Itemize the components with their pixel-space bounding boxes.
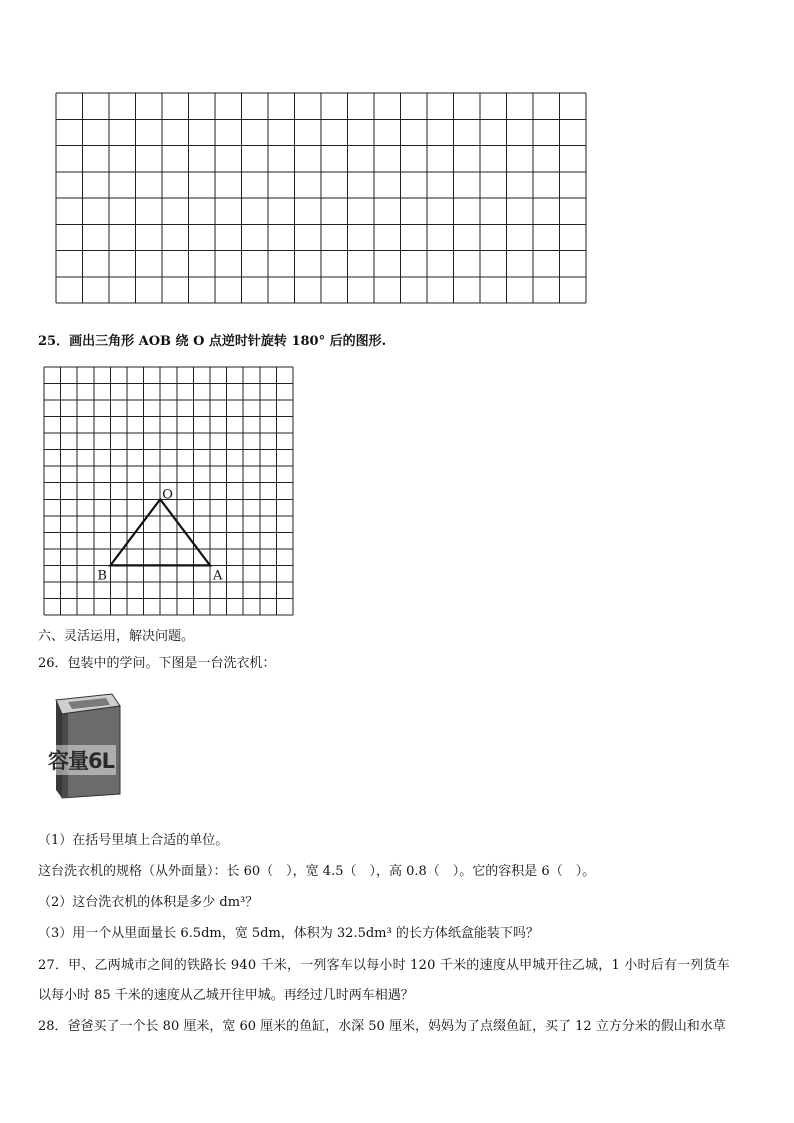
section-heading: 六、灵活运用，解决问题。 (38, 629, 195, 644)
question-25-text: 25．画出三角形 AOB 绕 O 点逆时针旋转 180° 后的图形. (38, 334, 387, 349)
rotation-grid (44, 367, 296, 617)
drawing-grid-top (56, 93, 588, 305)
point-a-label: A (213, 568, 223, 584)
question-26-part-1: （1）在括号里填上合适的单位。 (38, 833, 229, 848)
question-26-title: 26．包装中的学问。下图是一台洗衣机： (38, 656, 276, 671)
question-27-line-2: 以每小时 85 千米的速度从乙城开往甲城。再经过几时两车相遇？ (38, 988, 414, 1003)
capacity-label: 容量6L (46, 745, 116, 775)
question-28-line-1: 28．爸爸买了一个长 80 厘米，宽 60 厘米的鱼缸，水深 50 厘米，妈妈为了点缀鱼缸，买了 12 立方分米的假山和水草 (38, 1019, 726, 1034)
question-26-spec: 这台洗衣机的规格（从外面量）：长 60（ ），宽 4.5（ ），高 0.8（ ）。它的容积是 6（ ）。 (38, 864, 596, 879)
question-27-line-1: 27．甲、乙两城市之间的铁路长 940 千米，一列客车以每小时 120 千米的速度从甲城开往乙城，1 小时后有一列货车 (38, 958, 730, 973)
point-o-label: O (162, 487, 173, 503)
question-26-part-2: （2）这台洗衣机的体积是多少 dm³？ (38, 895, 259, 910)
point-b-label: B (97, 568, 107, 584)
washing-machine-image (42, 690, 122, 802)
question-26-part-3: （3）用一个从里面量长 6.5dm，宽 5dm，体积为 32.5dm³ 的长方体纸盒能装下吗？ (38, 926, 539, 941)
